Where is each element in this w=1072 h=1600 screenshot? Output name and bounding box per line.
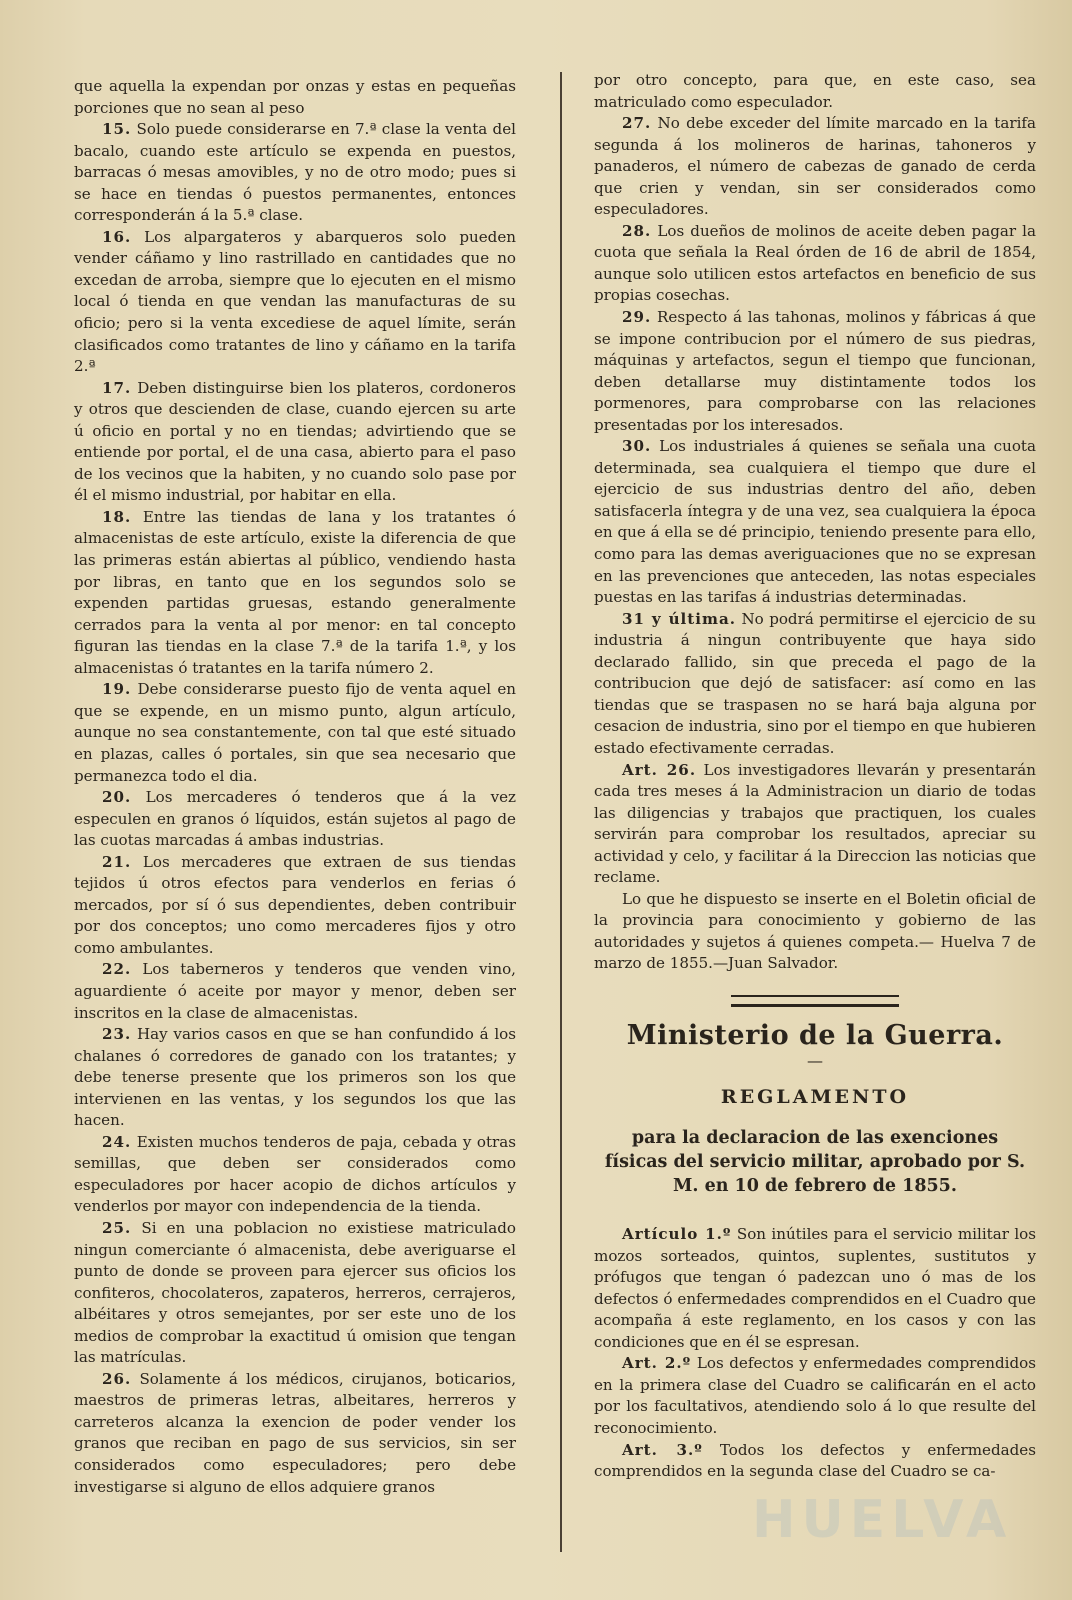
paragraph-number: Art. 2.º xyxy=(622,1354,692,1373)
paragraph-text: Respecto á las tahonas, molinos y fábricas á que se impone contribucion por el número de sus piedras, máquinas y artefactos, segun el tiempo que funcionan, deben detallarse muy distintamente todos los pormenores, para comprobarse con las relaciones presentadas por los interesados. xyxy=(594,308,1036,434)
paragraph-number: 30. xyxy=(622,437,652,456)
paragraph-text: Los dueños de molinos de aceite deben pagar la cuota que señala la Real órden de 16 de abril de 1854, aunque solo utilicen estos artefactos en beneficio de sus propias cosechas. xyxy=(594,221,1036,305)
paragraph xyxy=(74,959,516,1024)
right-column xyxy=(594,70,1036,1483)
left-column xyxy=(74,76,516,1498)
paragraph-text: Solamente á los médicos, cirujanos, boticarios, maestros de primeras letras, albeitares, herreros y carreteros alcanza la exencion de poder vender los granos que reciban en pago de sus servicios, sin ser considerados como especuladores; pero debe investigarse si alguno de ellos adquiere granos xyxy=(74,1369,516,1496)
paragraph xyxy=(594,609,1036,760)
paragraph xyxy=(74,852,516,960)
paragraph-text: Los mercaderes ó tenderos que á la vez especulen en granos ó líquidos, están sujetos al pago de las cuotas marcadas á ambas industrias. xyxy=(74,788,516,850)
library-watermark: HUELVA xyxy=(752,1490,1013,1550)
reglamento-title: REGLAMENTO xyxy=(720,1085,910,1108)
paragraph-number: 28. xyxy=(622,221,652,240)
paragraph-number: 22. xyxy=(102,960,132,979)
paragraph xyxy=(74,1369,516,1498)
paragraph-number: Art. 3.º xyxy=(622,1440,703,1459)
paragraph-text: Los investigadores llevarán y presentarán cada tres meses á la Administracion un diario de todas las diligencias y trabajos que practiquen, los cuales servirán para comprobar los resultados, apreciar su actividad y celo, y facilitar á la Direccion las noticias que reclame. xyxy=(594,760,1036,887)
paragraph xyxy=(74,507,516,679)
paragraph-number: Art. 26. xyxy=(622,760,697,779)
paragraph-text: Los alpargateros y abarqueros solo pueden vender cáñamo y lino rastrillado en cantidades que no excedan de arroba, siempre que lo ejecuten en el mismo local ó tienda en que vendan las manufacturas de su oficio; pero si la venta excediese de aquel límite, serán clasificados como tratantes de lino y cáñamo en la tarifa 2.ª xyxy=(74,227,516,376)
paragraph xyxy=(594,1224,1036,1353)
paragraph-number: 20. xyxy=(102,788,132,807)
paragraph-text: Debe considerarse puesto fijo de venta aquel en que se expende, en un mismo punto, algun artículo, aunque no sea constantemente, con tal que esté situado en plazas, calles ó portales, sin que sea necesario que permanezca todo el dia. xyxy=(74,680,516,785)
paragraph xyxy=(74,119,516,227)
paragraph-number: Artículo 1.º xyxy=(622,1225,732,1244)
paragraph xyxy=(74,787,516,852)
column-divider xyxy=(560,72,562,1552)
paragraph xyxy=(594,436,1036,608)
paragraph xyxy=(594,889,1036,975)
reglamento-articles xyxy=(594,1224,1036,1483)
paragraph xyxy=(594,221,1036,307)
paragraph-text: Son inútiles para el servicio militar los mozos sorteados, quintos, suplentes, sustitutos y prófugos que tengan ó padezcan uno ó mas de los defectos ó enfermedades comprendidos en el Cuadro que acompaña á este reglamento, en los casos y con las condiciones que en él se espresan. xyxy=(594,1225,1036,1351)
paragraph-text: Todos los defectos y enfermedades comprendidos en la segunda clase del Cuadro se ca- xyxy=(594,1440,1036,1481)
paragraph-number: 19. xyxy=(102,680,132,699)
paragraph-number: 18. xyxy=(102,507,132,526)
paragraph-number: 21. xyxy=(102,852,132,871)
paragraph-text: Los defectos y enfermedades comprendidos en la primera clase del Cuadro se calificarán en el acto por los facultativos, atendiendo solo á lo que resulte del reconocimiento. xyxy=(594,1354,1036,1437)
paragraph xyxy=(594,760,1036,889)
paragraph-text: que aquella la expendan por onzas y estas en pequeñas porciones que no sean al peso xyxy=(74,77,516,117)
paragraph xyxy=(74,1218,516,1369)
paragraph-text: Si en una poblacion no existiese matriculado ningun comerciante ó almacenista, debe averiguarse el punto de donde se proveen para ejercer sus oficios los confiteros, chocolateros, zapateros, herreros, cerrajeros, albéitares y otros semejantes, por ser este uno de los medios de comprobar la exactitud ú omision que tengan las matrículas. xyxy=(74,1218,516,1367)
paragraph-number: 26. xyxy=(102,1369,132,1388)
paragraph-number: 25. xyxy=(102,1218,132,1237)
paragraph xyxy=(74,679,516,787)
paragraph xyxy=(74,76,516,119)
paragraph-text: No podrá permitirse el ejercicio de su industria á ningun contribuyente que haya sido declarado fallido, sin que preceda el pago de la contribucion que dejó de satisfacer: así como en las tiendas que se traspasen no se hará baja alguna por cesacion de industria, sino por el tiempo en que hubieren estado efectivamente cerradas. xyxy=(594,609,1036,757)
paragraph xyxy=(594,307,1036,436)
reglamento-subtitle: para la declaracion de las exenciones físicas del servicio militar, aprobado por S. M. en 10 de febrero de 1855. xyxy=(604,1128,1026,1197)
paragraph xyxy=(594,113,1036,221)
paragraph xyxy=(74,1024,516,1132)
paragraph xyxy=(74,378,516,507)
paragraph-number: 31 y última. xyxy=(622,609,736,628)
ornamental-rule xyxy=(731,995,899,1007)
ministry-title: Ministerio de la Guerra. xyxy=(626,1019,1004,1051)
paragraph-text: Hay varios casos en que se han confundido á los chalanes ó corredores de ganado con los tratantes; y debe tenerse presente que los primeros son los que intervienen en las ventas, y los segundos los que las hacen. xyxy=(74,1025,516,1130)
paragraph-number: 16. xyxy=(102,227,132,246)
paragraph-text: Existen muchos tenderos de paja, cebada y otras semillas, que deben ser considerados como especuladores por hacer acopio de dichos artículos y venderlos por mayor con independencia de la tienda. xyxy=(74,1132,516,1216)
paragraph-number: 29. xyxy=(622,308,652,327)
paragraph-text: Los industriales á quienes se señala una cuota determinada, sea cualquiera el tiempo que dure el ejercicio de sus industrias dentro del año, deben satisfacerla íntegra y de una vez, sea cualquiera la época en que á ella se dé principio, teniendo presente para ello, como para las demas averiguaciones que no se expresan en las prevenciones que anteceden, las notas especiales puestas en las tarifas á industrias determinadas. xyxy=(594,437,1036,607)
paragraph xyxy=(594,1353,1036,1439)
paragraph xyxy=(594,1440,1036,1483)
paragraph xyxy=(74,1132,516,1218)
paragraph-text: por otro concepto, para que, en este caso, sea matriculado como especulador. xyxy=(594,71,1036,111)
paragraph-text: Entre las tiendas de lana y los tratantes ó almacenistas de este artículo, existe la diferencia de que las primeras están abiertas al público, vendiendo hasta por libras, en tanto que en los segundos solo se expenden partidas gruesas, estando generalmente cerrados para la venta al por menor: en tal concepto figuran las tiendas en la clase 7.ª de la tarifa 1.ª, y los almacenistas ó tratantes en la tarifa número 2. xyxy=(74,507,516,677)
paragraph-text: Solo puede considerarse en 7.ª clase la venta del bacalo, cuando este artículo se expenda en puestos, barracas ó mesas amovibles, y no de otro modo; pues si se hace en tiendas ó puestos permanentes, entonces corresponderán á la 5.ª clase. xyxy=(74,120,516,225)
paragraph xyxy=(594,70,1036,113)
paragraph-text: Deben distinguirse bien los plateros, cordoneros y otros que descienden de clase, cuando ejercen su arte ú oficio en portal y no en tiendas; advirtiendo que se entiende por portal, el de una casa, abierto para el paso de los vecinos que la habiten, y no cuando solo pase por él el mismo industrial, por habitar en ella. xyxy=(74,378,516,505)
title-dash: — xyxy=(807,1050,823,1070)
paragraph-number: 15. xyxy=(102,120,132,139)
paragraph-text: Lo que he dispuesto se inserte en el Boletin oficial de la provincia para conocimiento y gobierno de las autoridades y sujetos á quienes competa.— Huelva 7 de marzo de 1855.—Juan Salvador. xyxy=(594,889,1036,973)
paragraph-text: No debe exceder del límite marcado en la tarifa segunda á los molineros de harinas, tahoneros y panaderos, el número de cabezas de ganado de cerda que crien y vendan, sin ser considerados como especuladores. xyxy=(594,114,1036,219)
paragraph-text: Los taberneros y tenderos que venden vino, aguardiente ó aceite por mayor y menor, deben ser inscritos en la clase de almacenistas. xyxy=(74,960,516,1022)
paragraph-number: 23. xyxy=(102,1025,132,1044)
right-column-articles xyxy=(594,70,1036,975)
paragraph-number: 24. xyxy=(102,1132,132,1151)
paragraph-number: 17. xyxy=(102,378,132,397)
paragraph-text: Los mercaderes que extraen de sus tiendas tejidos ú otros efectos para venderlos en ferias ó mercados, por sí ó sus dependientes, deben contribuir por dos conceptos; uno como mercaderes fijos y otro como ambulantes. xyxy=(74,852,516,957)
paragraph xyxy=(74,227,516,378)
paragraph-number: 27. xyxy=(622,114,652,133)
